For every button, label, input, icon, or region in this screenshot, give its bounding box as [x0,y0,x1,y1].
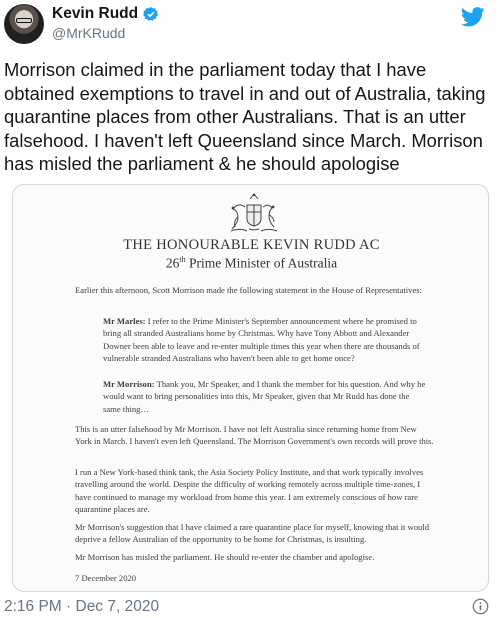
avatar[interactable] [4,4,44,44]
speaker-morrison: Mr Morrison: [103,379,155,389]
tweet-text: Morrison claimed in the parliament today that I have obtained exemptions to travel in and out of Australia, taking quarantine places from other Australians. That is an utter falsehood. I haven't left Queensland since March. Morrison has misled the parliament & he should apologise [4,59,486,174]
quote-morrison-text: Thank you, Mr Speaker, and I thank the member for his question. And why he would want to bring personalities into this, Mr Speaker, given that Mr Rudd has done the same thing… [103,379,426,414]
think-tank-paragraph: I run a New York-based think tank, the Asia Society Policy Institute, and that work typically involves travelling around the world. Despite the difficulty of working remotely across multiple time-zones, I have continued to manage my workload from home this year. I am extremely conscious of how rare quarantine places are. [75,467,424,515]
document-subtitle [13,255,489,272]
coat-of-arms-icon [223,191,285,237]
insulting-paragraph: Mr Morrison's suggestion that I have claimed a rare quarantine place for myself, knowing that it would deprive a fellow Australian of the opportunity to be home for Christmas, is insulting. [75,522,430,545]
subtitle-number: 26 [165,255,180,271]
author-row [52,5,159,23]
tweet-header [0,0,499,48]
subtitle-ordinal: th [179,255,186,264]
document-date: 7 December 2020 [75,573,137,583]
falsehood-paragraph: This is an utter falsehood by Mr Morrison. I have not left Australia since returning home from New York in March. I haven't even left Queensland. The Morrison Government's own records will prove this. [75,424,434,447]
apologise-paragraph: Mr Morrison has misled the parliament. He should re-enter the chamber and apologise. [75,552,375,562]
attached-image[interactable] [12,184,489,592]
quote-morrison [103,378,428,415]
author-handle[interactable]: @MrKRudd [52,25,126,41]
tweet-timestamp[interactable]: 2:16 PM · Dec 7, 2020 [4,598,160,615]
subtitle-text: Prime Minister of Australia [185,255,338,271]
document-title: THE HONOURABLE KEVIN RUDD AC [123,237,380,253]
verified-badge-icon [143,6,159,22]
quote-marles [103,315,428,365]
speaker-marles: Mr Marles: [103,316,146,326]
author-name[interactable]: Kevin Rudd [52,5,139,22]
quote-marles-text: I refer to the Prime Minister's September announcement where he promised to bring all stranded Australians home by Christmas. Why have Tony Abbott and Alexander Downer been able to leave and re-enter multiple times this year when there are thousands of vulnerable stranded Australians who haven't been able to get home once? [103,316,420,364]
intro-paragraph: Earlier this afternoon, Scott Morrison made the following statement in the House of Representatives: [75,285,423,295]
twitter-bird-icon[interactable] [461,6,485,28]
info-icon[interactable] [472,598,489,615]
